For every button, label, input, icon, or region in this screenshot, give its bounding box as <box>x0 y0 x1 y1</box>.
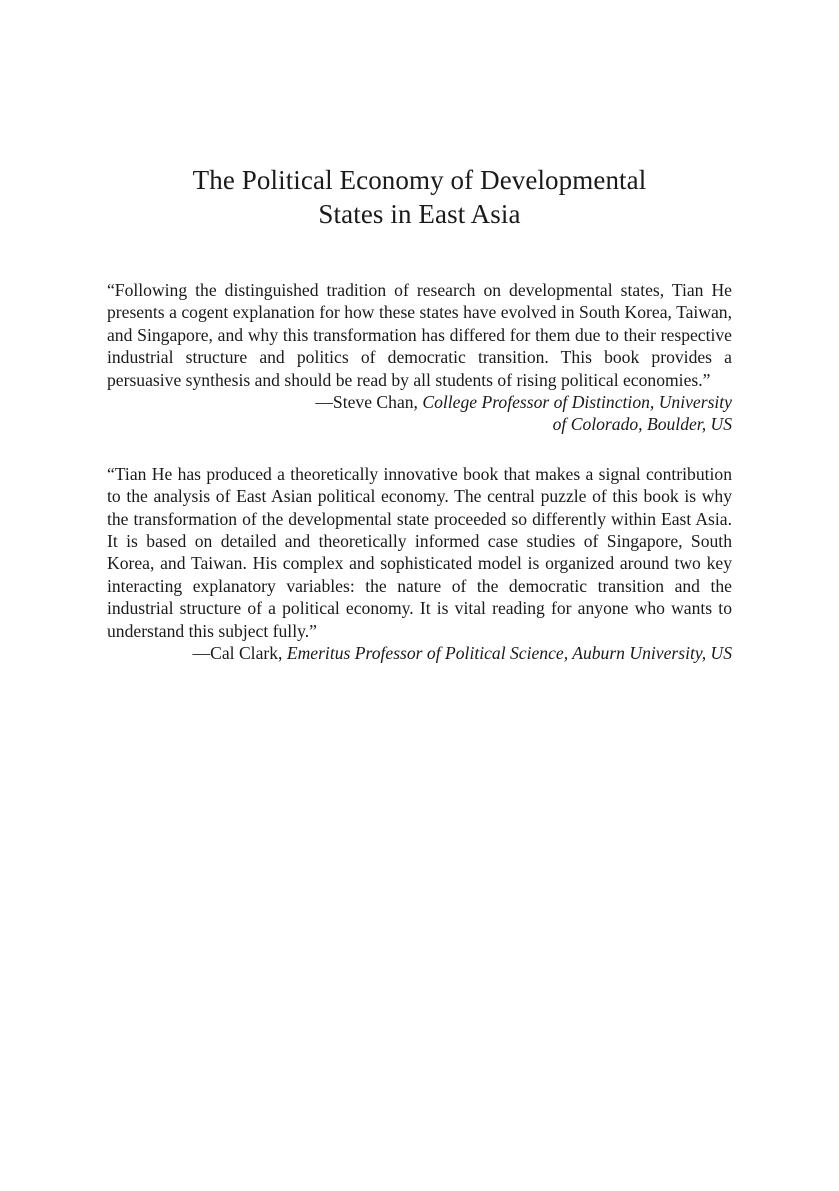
endorser-affiliation: College Professor of Distinction, University <box>422 392 732 413</box>
book-title-line-2: States in East Asia <box>318 199 521 229</box>
endorsement-quote: “Tian He has produced a theoretically innovative book that makes a signal contribution to the analysis of East Asian political economy. The central puzzle of this book is why the transformation of the developmental state proceeded so differently within East Asia. It is based on detailed and theoretically informed case studies of Singapore, South Korea, and Taiwan. His complex and sophisticated model is organized around two key interacting explanatory variables: the nature of the democratic transition and the industrial structure of a political economy. It is vital reading for anyone who wants to understand this subject fully.” <box>107 463 732 641</box>
endorser-affiliation-continued: of Colorado, Boulder, US <box>552 414 732 435</box>
book-title-line-1: The Political Economy of Developmental <box>192 165 647 195</box>
endorsement-attribution <box>107 391 732 436</box>
endorsement-attribution <box>107 642 732 664</box>
endorsement-quote: “Following the distinguished tradition of research on developmental states, Tian He presents a cogent explanation for how these states have evolved in South Korea, Taiwan, and Singapore, and why this transformation has differed for them due to their respective industrial structure and politics of democratic transition. This book provides a persuasive synthesis and should be read by all students of rising political economies.” <box>107 280 732 390</box>
endorser-affiliation: Emeritus Professor of Political Science, Auburn University, US <box>286 643 732 664</box>
endorser-name: —Cal Clark, <box>192 643 287 664</box>
endorsements <box>107 279 732 665</box>
endorser-name: —Steve Chan, <box>315 392 423 413</box>
attribution-line-2 <box>107 413 732 435</box>
book-title <box>0 163 839 231</box>
attribution-line-1 <box>107 391 732 413</box>
endorsement-steve-chan <box>107 279 732 436</box>
endorsement-cal-clark <box>107 463 732 665</box>
attribution-line-1 <box>107 642 732 664</box>
